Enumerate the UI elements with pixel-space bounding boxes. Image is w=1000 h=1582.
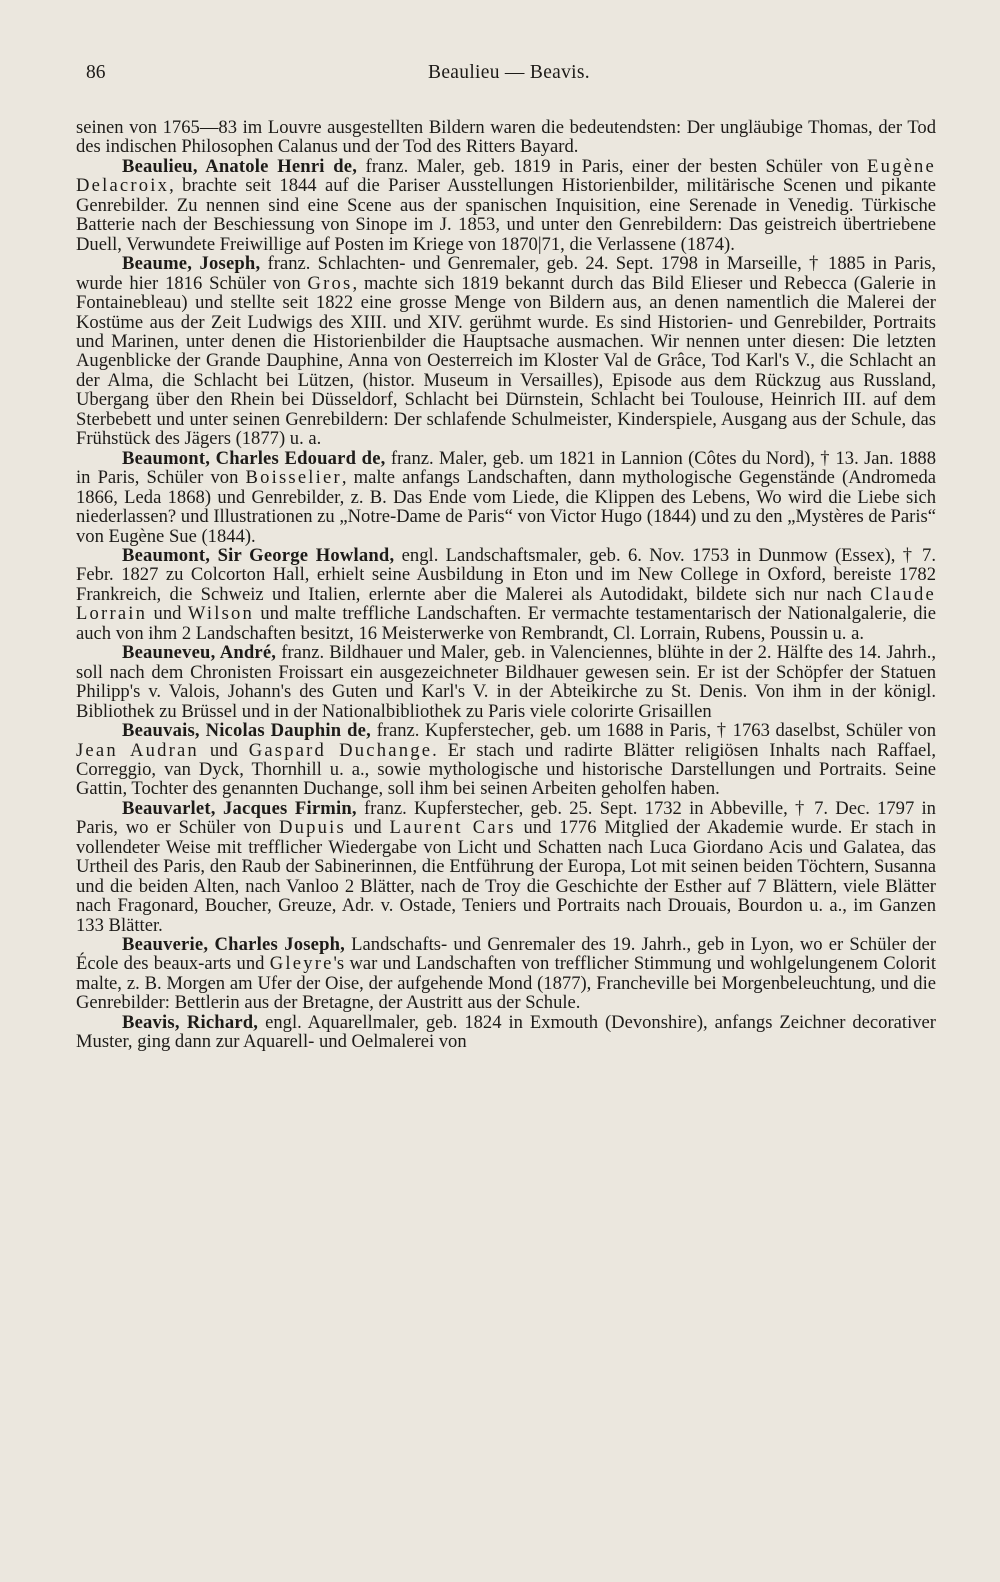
entry-beauvais (76, 721, 936, 799)
entry-text: und 1776 Mitglied der Akademie wurde. Er stach in vollendeter Weise mit trefflicher Wiedergabe von Licht und Schatten nach Luca Giordano Acis und Galatea, das Urtheil des Paris, den Raub der Sabinerinnen, die Entführung der Europa, Lot mit seinen beiden Töchtern, Susanna und die beiden Alten, nach Vanloo 2 Blätter, nach de Troy die Geschichte der Esther auf 7 Blättern, viele Blätter nach Fragonard, Boucher, Greuze, Adr. v. Ostade, Teniers und Portraits nach Drouais, Bourdon u. a., im Ganzen 133 Blätter. (76, 817, 937, 936)
entry-text: franz. Kupferstecher, geb. um 1688 in Paris, † 1763 daselbst, Schüler von (370, 720, 936, 742)
entry-text: seinen von 1765—83 im Louvre ausgestellten Bildern waren die bedeutendsten: Der ungläubige Thomas, der Tod des indischen Philosophen Calanus und der Tod des Ritters Bayard. (76, 117, 936, 158)
entry-text: franz. Maler, geb. 1819 in Paris, einer der besten Schüler von (357, 155, 868, 177)
spaced-name: Gleyre (269, 953, 334, 975)
entry-text: und (345, 817, 390, 839)
entry-headword: Beauvais, Nicolas Dauphin de, (122, 720, 371, 742)
page-number: 86 (86, 62, 106, 83)
page-header (86, 62, 932, 86)
entry-headword: Beavis, Richard, (122, 1011, 259, 1033)
entry-beaume (76, 254, 936, 449)
entry-text: Landschafts- und Genremaler des 19. Jahrh., geb in Lyon, wo er Schüler der École des beaux-arts und (76, 934, 936, 975)
entry-headword: Beaume, Joseph, (122, 253, 261, 275)
spaced-name: Gaspard Duchange (248, 739, 433, 761)
entry-text: franz. Maler, geb. um 1821 in Lannion (Côtes du Nord), † 13. Jan. 1888 in Paris, Schüler von (76, 447, 937, 489)
running-head: Beaulieu — Beavis. (428, 62, 590, 83)
entry-text: , machte sich 1819 bekannt durch das Bild Elieser und Rebecca (Galerie in Fontainebleau) und stellte seit 1822 eine grosse Menge von Bildern aus, an denen namentlich die Malerei der Kostüme aus der Zeit Ludwigs des XIII. und XIV. gerühmt wurde. Es sind Historien- und Genrebilder, Portraits und Marinen, unter denen die Historienbilder die Hauptsache ausmachen. Wir nennen unter diesen: Die letzten Augenblicke der Grande Dauphine, Anna von Oesterreich im Kloster Val de Grâce, Tod Karl's V., die Schlacht an der Alma, die Schlacht bei Lützen, (histor. Museum in Versailles), Episode aus dem Rückzug aus Russland, Ubergang über den Rhein bei Düsseldorf, Schlacht bei Dürnstein, Schlacht bei Toulouse, Heinrich III. auf dem Sterbebett und unter seinen Genrebildern: Der schlafende Schulmeister, Kinderspiele, Ausgang aus der Schule, das Frühstück des Jägers (1877) u. a. (76, 272, 936, 450)
spaced-name: Jean Audran (76, 739, 199, 761)
entry-headword: Beaulieu, Anatole Henri de, (122, 155, 358, 177)
spaced-name: Wilson (187, 603, 254, 625)
spaced-name: Eugène Delacroix (76, 155, 936, 197)
entry-beauvarlet (76, 799, 936, 935)
entry-text: , malte anfangs Landschaften, dann mythologische Gegenstände (Andromeda 1866, Leda 1868) und Genrebilder, z. B. Das Ende vom Liede, die Klippen des Lebens, Wo wird die Liebe sich niederlassen? und Illustrationen zu „Notre-Dame de Paris“ von Victor Hugo (1844) und zu den „Mystères de Paris“ von Eugène Sue (1844). (76, 467, 936, 547)
entry-text: und malte treffliche Landschaften. Er vermachte testamentarisch der Nationalgalerie, die auch von ihm 2 Landschaften besitzt, 16 Meisterwerke von Rembrandt, Cl. Lorrain, Rubens, Poussin u. a. (76, 603, 936, 644)
entry-beaumont-charles (76, 449, 936, 546)
entry-headword: Beauvarlet, Jacques Firmin, (122, 797, 357, 819)
entry-headword: Beauverie, Charles Joseph, (122, 934, 346, 956)
entry-beaulieu (76, 157, 936, 254)
entry-text: franz. Kupferstecher, geb. 25. Sept. 1732 in Abbeville, † 7. Dec. 1797 in Paris, wo er Schüler von (76, 797, 936, 839)
entry-beauneveu (76, 643, 936, 721)
entry-text: engl. Aquarellmaler, geb. 1824 in Exmouth (Devonshire), anfangs Zeichner decorativer Muster, ging dann zur Aquarell- und Oelmalerei von (76, 1011, 937, 1053)
entry-text: franz. Bildhauer und Maler, geb. in Valenciennes, blühte in der 2. Hälfte des 14. Jahrh., soll nach dem Chronisten Froissart ein ausgezeichneter Bildhauer gewesen sein. Er ist der Schöpfer der Statuen Philipp's v. Valois, Johann's des Guten und Karl's V. in der Abteikirche zu St. Denis. Von ihm in der königl. Bibliothek zu Brüssel und in der Nationalbibliothek zu Paris viele colorirte Grisaillen (76, 642, 936, 722)
spaced-name: Dupuis (279, 817, 346, 839)
entry-beaumont-george (76, 546, 936, 643)
entry-headword: Beauneveu, André, (122, 642, 277, 664)
entry-text: engl. Landschaftsmaler, geb. 6. Nov. 1753 in Dunmow (Essex), † 7. Febr. 1827 zu Colcorton Hall, erhielt seine Ausbildung in Eton und im New College in Oxford, bereiste 1782 Frankreich, die Schweiz und Italien, erlernte aber die Malerei als Autodidakt, bildete sich nur nach (76, 544, 936, 605)
entry-headword: Beaumont, Charles Edouard de, (122, 447, 386, 469)
spaced-name: Laurent Cars (389, 817, 516, 839)
spaced-name: Boisselier (245, 467, 342, 489)
entry-beavis (76, 1013, 936, 1052)
entry-text: 's war und Landschaften von trefflicher Stimmung und wohlgelungenem Colorit malte, z. B. Morgen am Ufer der Oise, der aufgehende Mond (1877), Francheville bei Morgenbeleuchtung, und die Genrebilder: Bettlerin aus der Bretagne, der Austritt aus der Schule. (76, 953, 936, 1014)
entry-text: . Er stach und radirte Blätter religiösen Inhalts nach Raffael, Correggio, van Dyck, Thornhill u. a., sowie mythologische und historische Darstellungen und Portraits. Seine Gattin, Tochter des genannten Duchange, soll ihm bei seinen Arbeiten geholfen haben. (76, 739, 937, 800)
spaced-name: Claude Lorrain (76, 583, 936, 625)
entry-text: franz. Schlachten- und Genremaler, geb. 24. Sept. 1798 in Marseille, † 1885 in Paris, wurde hier 1816 Schüler von (76, 253, 936, 294)
entry-beauverie (76, 935, 936, 1013)
dictionary-text (76, 118, 936, 1052)
entry-text: und (147, 603, 188, 625)
entry-headword: Beaumont, Sir George Howland, (122, 544, 395, 566)
entry-text: und (198, 739, 249, 761)
entry-text: , brachte seit 1844 auf die Pariser Ausstellungen Historienbilder, militärische Scenen und pikante Genrebilder. Zu nennen sind eine Scene aus der spanischen Inquisition, eine Serenade in Venedig. Türkische Batterie nach der Beschiessung von Sinope im J. 1853, und unter den Genrebildern: Das geistreich übertriebene Duell, Verwundete Freiwillige auf Posten im Kriege von 1870|71, die Verlassene (1874). (76, 175, 936, 255)
entry-continuation (76, 118, 936, 157)
spaced-name: Gros (307, 272, 353, 294)
